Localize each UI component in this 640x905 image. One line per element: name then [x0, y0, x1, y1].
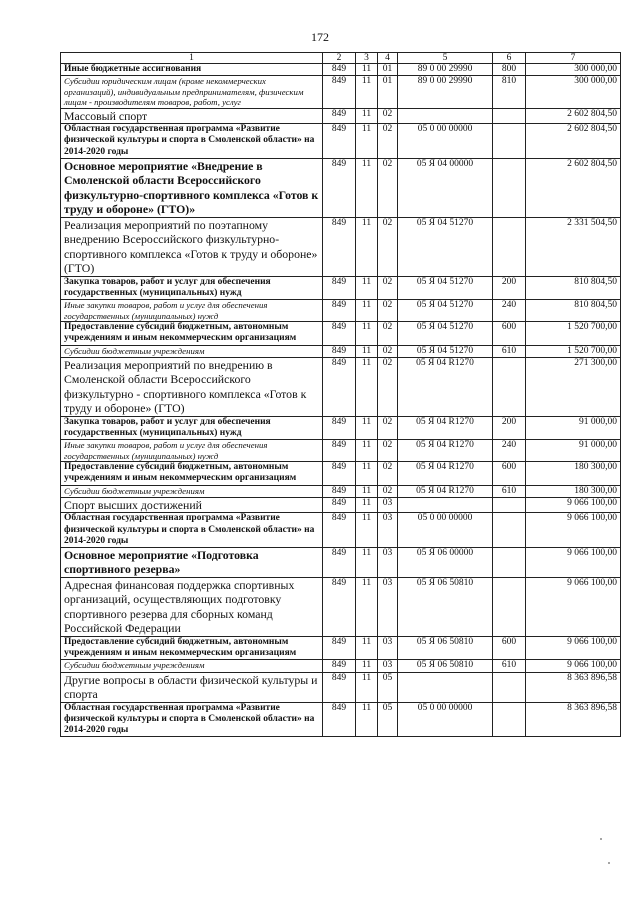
row-value-cell: 9 066 100,00 [526, 513, 621, 548]
table-row [61, 345, 621, 357]
table-row [61, 124, 621, 159]
row-value-cell [493, 108, 526, 124]
row-value-cell: 849 [323, 513, 356, 548]
row-value-cell: 849 [323, 702, 356, 737]
row-name-cell: Иные бюджетные ассигнования [61, 64, 323, 76]
row-name-cell: Адресная финансовая поддержка спортивных организаций, осуществляющих подготовку спортивного резерва для сборных команд Российской Федерации [61, 577, 323, 636]
row-value-cell: 91 000,00 [526, 416, 621, 439]
table-header-row [61, 53, 621, 64]
row-value-cell: 05 Я 04 00000 [398, 158, 493, 217]
row-value-cell: 11 [356, 672, 378, 702]
row-value-cell: 11 [356, 513, 378, 548]
row-value-cell [493, 124, 526, 159]
column-header: 7 [526, 53, 621, 64]
row-name-cell: Субсидии бюджетным учреждениям [61, 660, 323, 672]
row-value-cell: 849 [323, 217, 356, 276]
table-row [61, 462, 621, 485]
row-value-cell: 89 0 00 29990 [398, 76, 493, 109]
row-value-cell: 02 [378, 108, 398, 124]
page-number: 172 [311, 30, 329, 44]
row-name-cell: Областная государственная программа «Развитие физической культуры и спорта в Смоленской области» на 2014-2020 годы [61, 513, 323, 548]
table-row [61, 497, 621, 513]
row-value-cell: 91 000,00 [526, 440, 621, 462]
row-value-cell: 600 [493, 322, 526, 345]
row-value-cell: 600 [493, 462, 526, 485]
row-value-cell: 849 [323, 345, 356, 357]
row-name-cell: Областная государственная программа «Развитие физической культуры и спорта в Смоленской области» на 2014-2020 годы [61, 124, 323, 159]
table-row [61, 300, 621, 322]
row-name-cell: Массовый спорт [61, 108, 323, 124]
row-value-cell: 05 Я 06 50810 [398, 660, 493, 672]
row-value-cell: 600 [493, 636, 526, 659]
row-value-cell: 11 [356, 440, 378, 462]
row-value-cell: 11 [356, 64, 378, 76]
row-value-cell: 849 [323, 276, 356, 299]
row-value-cell: 300 000,00 [526, 64, 621, 76]
row-value-cell: 271 300,00 [526, 357, 621, 416]
row-value-cell: 9 066 100,00 [526, 547, 621, 577]
row-value-cell: 849 [323, 577, 356, 636]
table-body [61, 64, 621, 737]
row-value-cell: 849 [323, 485, 356, 497]
row-value-cell: 610 [493, 345, 526, 357]
row-value-cell: 11 [356, 276, 378, 299]
row-name-cell: Реализация мероприятий по внедрению в Смоленской области Всероссийского физкультурно - спортивного комплекса «Готов к труду и обороне» (ГТО) [61, 357, 323, 416]
row-value-cell: 11 [356, 660, 378, 672]
row-value-cell: 03 [378, 577, 398, 636]
row-value-cell: 849 [323, 672, 356, 702]
row-name-cell: Спорт высших достижений [61, 497, 323, 513]
row-value-cell: 180 300,00 [526, 485, 621, 497]
row-value-cell: 11 [356, 76, 378, 109]
row-value-cell: 240 [493, 300, 526, 322]
table-row [61, 64, 621, 76]
row-value-cell: 610 [493, 660, 526, 672]
row-value-cell: 05 Я 04 51270 [398, 322, 493, 345]
table-row [61, 357, 621, 416]
row-value-cell: 11 [356, 702, 378, 737]
column-header: 6 [493, 53, 526, 64]
row-name-cell: Субсидии юридическим лицам (кроме некоммерческих организаций), индивидуальным предпринимателям, физическим лицам - производителям товаров, работ, услуг [61, 76, 323, 109]
row-value-cell: 05 Я 04 51270 [398, 345, 493, 357]
row-value-cell: 9 066 100,00 [526, 577, 621, 636]
row-value-cell: 849 [323, 497, 356, 513]
row-value-cell: 02 [378, 440, 398, 462]
row-value-cell: 610 [493, 485, 526, 497]
row-value-cell: 849 [323, 547, 356, 577]
row-value-cell: 02 [378, 300, 398, 322]
table-row [61, 547, 621, 577]
table-row [61, 276, 621, 299]
row-value-cell: 02 [378, 276, 398, 299]
row-value-cell: 11 [356, 300, 378, 322]
row-value-cell: 9 066 100,00 [526, 660, 621, 672]
row-value-cell: 05 Я 04 R1270 [398, 440, 493, 462]
row-value-cell: 300 000,00 [526, 76, 621, 109]
row-value-cell [493, 217, 526, 276]
column-header: 1 [61, 53, 323, 64]
table-row [61, 322, 621, 345]
row-value-cell [398, 497, 493, 513]
table-row [61, 217, 621, 276]
row-value-cell: 9 066 100,00 [526, 497, 621, 513]
row-value-cell: 11 [356, 108, 378, 124]
row-value-cell: 810 804,50 [526, 276, 621, 299]
row-value-cell: 2 331 504,50 [526, 217, 621, 276]
row-name-cell: Предоставление субсидий бюджетным, автономным учреждениям и иным некоммерческим организациям [61, 462, 323, 485]
row-value-cell [398, 108, 493, 124]
row-value-cell: 11 [356, 485, 378, 497]
table-row [61, 636, 621, 659]
row-value-cell [493, 513, 526, 548]
row-value-cell: 11 [356, 416, 378, 439]
table-row [61, 672, 621, 702]
row-value-cell: 849 [323, 322, 356, 345]
row-value-cell: 11 [356, 462, 378, 485]
row-value-cell: 2 602 804,50 [526, 124, 621, 159]
row-name-cell: Основное мероприятие «Внедрение в Смоленской области Всероссийского физкультурно-спортивного комплекса «Готов к труду и обороне» (ГТО)» [61, 158, 323, 217]
row-value-cell: 03 [378, 547, 398, 577]
row-name-cell: Предоставление субсидий бюджетным, автономным учреждениям и иным некоммерческим организациям [61, 636, 323, 659]
row-value-cell: 849 [323, 108, 356, 124]
row-value-cell: 02 [378, 217, 398, 276]
row-value-cell [493, 547, 526, 577]
table-row [61, 513, 621, 548]
row-value-cell: 05 [378, 702, 398, 737]
row-value-cell: 11 [356, 322, 378, 345]
row-value-cell: 1 520 700,00 [526, 345, 621, 357]
row-name-cell: Иные закупки товаров, работ и услуг для обеспечения государственных (муниципальных) нужд [61, 300, 323, 322]
table-row [61, 702, 621, 737]
table-row [61, 485, 621, 497]
row-value-cell: 849 [323, 124, 356, 159]
row-value-cell: 849 [323, 158, 356, 217]
row-value-cell: 03 [378, 636, 398, 659]
row-name-cell: Реализация мероприятий по поэтапному внедрению Всероссийского физкультурно-спортивного комплекса «Готов к труду и обороне» (ГТО) [61, 217, 323, 276]
row-value-cell: 849 [323, 636, 356, 659]
table-row [61, 416, 621, 439]
row-name-cell: Иные закупки товаров, работ и услуг для обеспечения государственных (муниципальных) нужд [61, 440, 323, 462]
row-value-cell: 03 [378, 513, 398, 548]
row-value-cell: 02 [378, 462, 398, 485]
row-name-cell: Основное мероприятие «Подготовка спортивного резерва» [61, 547, 323, 577]
column-header: 5 [398, 53, 493, 64]
table-row [61, 76, 621, 109]
row-value-cell: 02 [378, 345, 398, 357]
row-value-cell: 05 Я 04 51270 [398, 217, 493, 276]
row-value-cell: 05 Я 06 00000 [398, 547, 493, 577]
row-value-cell: 05 Я 04 R1270 [398, 462, 493, 485]
row-value-cell [493, 357, 526, 416]
row-value-cell: 810 [493, 76, 526, 109]
row-value-cell: 11 [356, 345, 378, 357]
row-name-cell: Закупка товаров, работ и услуг для обеспечения государственных (муниципальных) нужд [61, 416, 323, 439]
row-value-cell: 05 0 00 00000 [398, 124, 493, 159]
row-value-cell: 200 [493, 416, 526, 439]
budget-table [60, 52, 621, 737]
row-value-cell: 800 [493, 64, 526, 76]
scan-speck [600, 838, 602, 840]
row-name-cell: Другие вопросы в области физической культуры и спорта [61, 672, 323, 702]
row-value-cell: 11 [356, 497, 378, 513]
row-value-cell [493, 497, 526, 513]
row-value-cell: 02 [378, 357, 398, 416]
row-value-cell: 05 Я 04 R1270 [398, 357, 493, 416]
row-value-cell: 05 0 00 00000 [398, 702, 493, 737]
row-value-cell: 05 [378, 672, 398, 702]
row-value-cell: 05 Я 04 R1270 [398, 485, 493, 497]
row-value-cell: 849 [323, 300, 356, 322]
row-name-cell: Субсидии бюджетным учреждениям [61, 345, 323, 357]
table-row [61, 440, 621, 462]
table-row [61, 577, 621, 636]
table-row [61, 660, 621, 672]
column-header: 4 [378, 53, 398, 64]
row-name-cell: Субсидии бюджетным учреждениям [61, 485, 323, 497]
row-value-cell: 200 [493, 276, 526, 299]
scan-speck [608, 862, 610, 864]
row-value-cell: 02 [378, 158, 398, 217]
row-value-cell: 02 [378, 485, 398, 497]
table-row [61, 108, 621, 124]
row-value-cell: 11 [356, 547, 378, 577]
row-value-cell: 2 602 804,50 [526, 108, 621, 124]
column-header: 3 [356, 53, 378, 64]
row-value-cell: 05 Я 04 R1270 [398, 416, 493, 439]
row-value-cell: 89 0 00 29990 [398, 64, 493, 76]
row-value-cell: 849 [323, 76, 356, 109]
row-value-cell [493, 702, 526, 737]
row-value-cell: 05 Я 04 51270 [398, 300, 493, 322]
table-row [61, 158, 621, 217]
row-value-cell: 11 [356, 217, 378, 276]
row-value-cell: 02 [378, 416, 398, 439]
row-value-cell: 849 [323, 462, 356, 485]
row-value-cell: 05 Я 06 50810 [398, 636, 493, 659]
row-value-cell: 05 0 00 00000 [398, 513, 493, 548]
row-name-cell: Предоставление субсидий бюджетным, автономным учреждениям и иным некоммерческим организациям [61, 322, 323, 345]
row-value-cell: 11 [356, 577, 378, 636]
row-value-cell [493, 577, 526, 636]
row-name-cell: Областная государственная программа «Развитие физической культуры и спорта в Смоленской области» на 2014-2020 годы [61, 702, 323, 737]
row-value-cell: 05 Я 04 51270 [398, 276, 493, 299]
row-value-cell: 849 [323, 660, 356, 672]
row-value-cell: 1 520 700,00 [526, 322, 621, 345]
row-value-cell: 11 [356, 636, 378, 659]
row-value-cell: 810 804,50 [526, 300, 621, 322]
row-value-cell: 9 066 100,00 [526, 636, 621, 659]
row-value-cell: 11 [356, 357, 378, 416]
row-value-cell: 11 [356, 158, 378, 217]
row-value-cell: 03 [378, 497, 398, 513]
row-value-cell: 849 [323, 64, 356, 76]
row-value-cell: 01 [378, 64, 398, 76]
row-name-cell: Закупка товаров, работ и услуг для обеспечения государственных (муниципальных) нужд [61, 276, 323, 299]
row-value-cell: 03 [378, 660, 398, 672]
row-value-cell: 849 [323, 416, 356, 439]
row-value-cell: 2 602 804,50 [526, 158, 621, 217]
row-value-cell: 01 [378, 76, 398, 109]
row-value-cell: 849 [323, 440, 356, 462]
row-value-cell: 180 300,00 [526, 462, 621, 485]
row-value-cell: 11 [356, 124, 378, 159]
row-value-cell [493, 672, 526, 702]
row-value-cell: 240 [493, 440, 526, 462]
row-value-cell: 02 [378, 322, 398, 345]
row-value-cell: 02 [378, 124, 398, 159]
row-value-cell: 8 363 896,58 [526, 672, 621, 702]
row-value-cell: 05 Я 06 50810 [398, 577, 493, 636]
row-value-cell [398, 672, 493, 702]
column-header: 2 [323, 53, 356, 64]
row-value-cell: 849 [323, 357, 356, 416]
row-value-cell: 8 363 896,58 [526, 702, 621, 737]
row-value-cell [493, 158, 526, 217]
